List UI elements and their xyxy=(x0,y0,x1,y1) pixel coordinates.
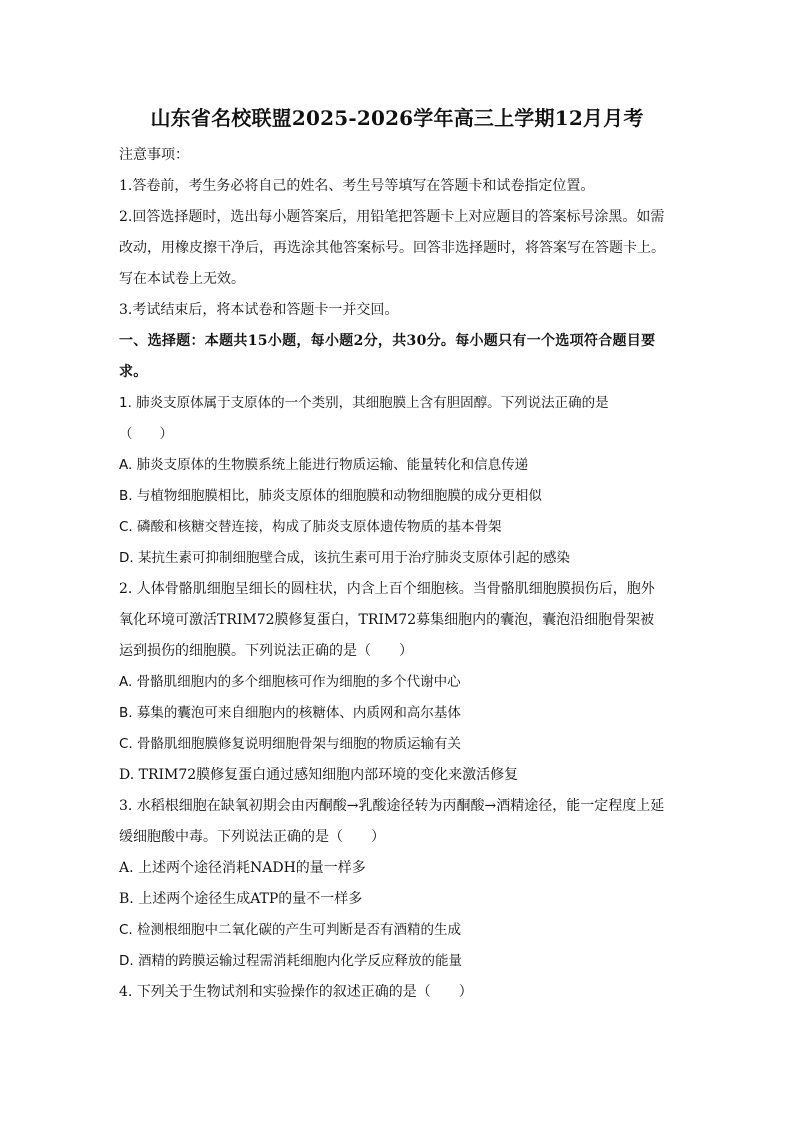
question-1-option-d: D. 某抗生素可抑制细胞壁合成，该抗生素可用于治疗肺炎支原体引起的感染 xyxy=(119,550,570,566)
notice-item-1: 1.答卷前，考生务必将自己的姓名、考生号等填写在答题卡和试卷指定位置。 xyxy=(119,178,595,194)
question-2-option-c: C. 骨骼肌细胞膜修复说明细胞骨架与细胞的物质运输有关 xyxy=(119,736,462,752)
notice-heading: 注意事项： xyxy=(119,147,189,163)
section-heading: 一、选择题：本题共15小题，每小题2分，共30分。每小题只有一个选项符合题目要求。 xyxy=(119,333,656,380)
question-2-option-b: B. 募集的囊泡可来自细胞内的核糖体、内质网和高尔基体 xyxy=(119,705,461,721)
question-2-stem: 2. 人体骨骼肌细胞呈细长的圆柱状，内含上百个细胞核。当骨骼肌细胞膜损伤后，胞外氧化环境可激活TRIM72膜修复蛋白，TRIM72募集细胞内的囊泡，囊泡沿细胞骨架被运到损伤的细胞膜。下列说法正确的是（ ） xyxy=(119,581,655,659)
question-2-option-d: D. TRIM72膜修复蛋白通过感知细胞内部环境的变化来激活修复 xyxy=(119,767,519,783)
page-title: 山东省名校联盟2025-2026学年高三上学期12月月考 xyxy=(150,106,644,130)
question-1-option-b: B. 与植物细胞膜相比，肺炎支原体的细胞膜和动物细胞膜的成分更相似 xyxy=(119,488,542,504)
notice-item-3: 3.考试结束后，将本试卷和答题卡一并交回。 xyxy=(119,302,399,318)
question-2-option-a: A. 骨骼肌细胞内的多个细胞核可作为细胞的多个代谢中心 xyxy=(119,674,461,690)
exam-content xyxy=(119,140,667,1008)
question-1-stem-line1: 1. 肺炎支原体属于支原体的一个类别，其细胞膜上含有胆固醇。下列说法正确的是 xyxy=(119,395,609,411)
question-4-stem: 4. 下列关于生物试剂和实验操作的叙述正确的是（ ） xyxy=(119,984,473,1000)
question-3-option-c: C. 检测根细胞中二氧化碳的产生可判断是否有酒精的生成 xyxy=(119,922,462,938)
question-3-stem: 3. 水稻根细胞在缺氧初期会由丙酮酸→乳酸途径转为丙酮酸→酒精途径，能一定程度上延缓细胞酸中毒。下列说法正确的是（ ） xyxy=(119,798,665,845)
question-1-option-c: C. 磷酸和核糖交替连接，构成了肺炎支原体遗传物质的基本骨架 xyxy=(119,519,502,535)
question-3-option-b: B. 上述两个途径生成ATP的量不一样多 xyxy=(119,891,363,907)
question-1-stem-line2: （ ） xyxy=(119,426,173,442)
question-3-option-a: A. 上述两个途径消耗NADH的量一样多 xyxy=(119,860,366,876)
question-1-option-a: A. 肺炎支原体的生物膜系统上能进行物质运输、能量转化和信息传递 xyxy=(119,457,529,473)
notice-item-2: 2.回答选择题时，选出每小题答案后，用铅笔把答题卡上对应题目的答案标号涂黑。如需改动，用橡皮擦干净后，再选涂其他答案标号。回答非选择题时，将答案写在答题卡上。写在本试卷上无效。 xyxy=(119,209,665,287)
question-3-option-d: D. 酒精的跨膜运输过程需消耗细胞内化学反应释放的能量 xyxy=(119,953,462,969)
